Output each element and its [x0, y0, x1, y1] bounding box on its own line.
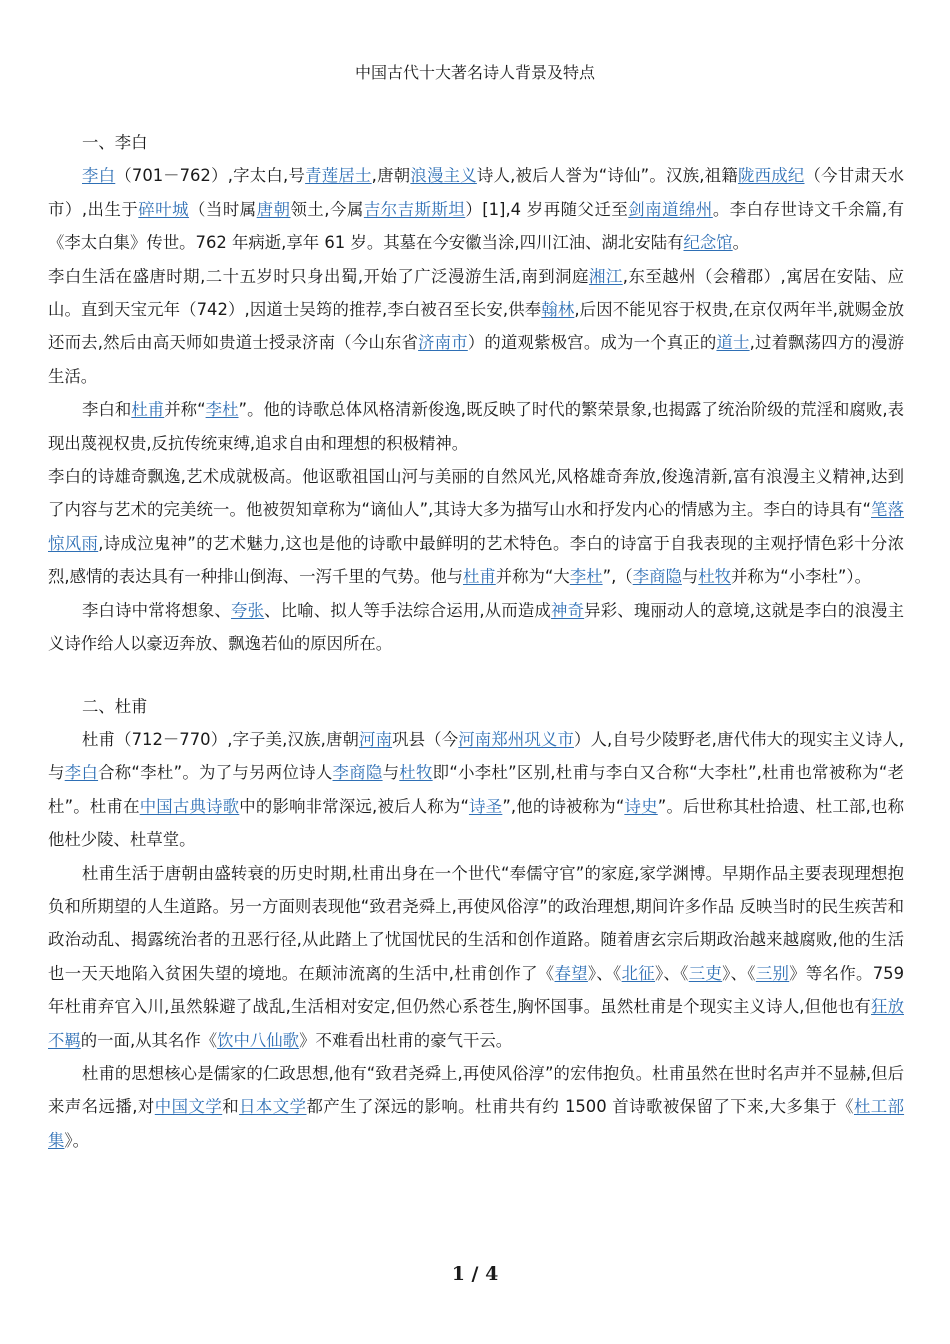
- text-run: 李白诗中常将想象、: [82, 600, 232, 620]
- text-run: 。李白存世诗文千余篇,有《李太白集》传世。762 年病逝,享年 61 岁。其墓在今安徽当涂,四川江油、湖北安陆有: [48, 199, 905, 253]
- hyperlink[interactable]: 杜牧: [698, 567, 732, 587]
- text-run: 李白的诗雄奇飘逸,艺术成就极高。他讴歌祖国山河与美丽的自然风光,风格雄奇奔放,俊逸清新,富有浪漫主义精神,达到了内容与艺术的完美统一。他被贺知章称为“谪仙人”,其诗大多为描写山水和抒发内心的情感为主。李白的诗具有“: [48, 467, 904, 520]
- hyperlink[interactable]: 李杜: [205, 400, 239, 420]
- text-run: ）[1],4 岁再随父迁至: [465, 199, 629, 219]
- text-run: 杜甫（712－770）,字子美,汉族,唐朝: [82, 729, 360, 749]
- hyperlink[interactable]: 李杜: [569, 567, 603, 587]
- text-run: ,后因不能见容于权贵,在京仅两年半,就赐金放还而去,然后由高天师如贵道士授录济南（今山东省: [48, 300, 904, 353]
- text-run: 合称“李杜”。为了与另两位诗人: [98, 763, 333, 783]
- hyperlink[interactable]: 道士: [716, 333, 750, 353]
- hyperlink[interactable]: 浪漫主义: [410, 166, 477, 186]
- text-run: 》、《: [722, 963, 756, 983]
- hyperlink[interactable]: 诗史: [624, 796, 658, 816]
- hyperlink[interactable]: 李商隐: [332, 763, 383, 783]
- text-run: 的一面,从其名作《: [80, 1030, 218, 1050]
- document-body: [48, 126, 904, 1157]
- text-run: ”,（: [602, 567, 633, 587]
- hyperlink[interactable]: 三别: [755, 963, 790, 983]
- text-run: 和: [222, 1097, 240, 1117]
- text-run: ,东至越州（会稽郡）,寓居在安陆、应山。直到天宝元年（742）,因道士吴筠的推荐,李白被召至长安,供奉: [48, 266, 904, 320]
- text-run: 》、《: [655, 963, 689, 983]
- text-run: 》、《: [587, 963, 622, 983]
- text-run: 》不难看出杜甫的豪气干云。: [299, 1030, 513, 1050]
- text-run: 即“小李杜”区别,杜甫与李白又合称“大李杜”,杜甫也常被称为“老杜”。杜甫在: [48, 763, 905, 816]
- hyperlink[interactable]: 碎叶城: [138, 199, 190, 219]
- hyperlink[interactable]: 神奇: [551, 600, 585, 620]
- hyperlink[interactable]: 杜工部集: [48, 1097, 905, 1150]
- hyperlink[interactable]: 青莲居士: [305, 166, 372, 186]
- paragraph: [48, 260, 904, 394]
- text-run: 中的影响非常深远,被后人称为“: [239, 796, 469, 816]
- hyperlink[interactable]: 李白: [64, 763, 99, 783]
- hyperlink[interactable]: 河南: [359, 729, 393, 749]
- paragraph: [48, 460, 904, 594]
- hyperlink[interactable]: 纪念馆: [683, 233, 733, 253]
- text-run: 并称为“小李杜”）。: [731, 567, 871, 587]
- text-run: 与: [382, 763, 400, 783]
- text-run: ,过着飘荡四方的漫游生活。: [48, 333, 905, 386]
- text-run: 李白和: [82, 400, 132, 420]
- hyperlink[interactable]: 李商隐: [632, 567, 682, 587]
- text-run: ）人,自号少陵野老,唐代伟大的现实主义诗人,与: [48, 729, 905, 783]
- hyperlink[interactable]: 三吏: [688, 963, 723, 983]
- text-run: （今甘肃天水市）,出生于: [48, 166, 905, 219]
- hyperlink[interactable]: 陇西成纪: [737, 166, 805, 186]
- hyperlink[interactable]: 诗圣: [468, 796, 503, 816]
- text-run: ）的道观紫极宫。成为一个真正的: [467, 333, 717, 353]
- hyperlink[interactable]: 中国古典诗歌: [139, 796, 240, 816]
- text-run: 巩县（今: [392, 729, 459, 749]
- hyperlink[interactable]: 日本文学: [239, 1097, 307, 1117]
- hyperlink[interactable]: 北征: [621, 963, 656, 983]
- paragraph: [48, 723, 904, 857]
- hyperlink[interactable]: 李白: [82, 166, 116, 186]
- text-run: （701－762）,字太白,号: [115, 166, 306, 186]
- text-run: 杜甫生活于唐朝由盛转衰的历史时期,杜甫出身在一个世代“奉儒守官”的家庭,家学渊博。早期作品主要表现理想抱负和所期望的人生道路。另一方面则表现他“致君尧舜上,再使风俗淳”的政治理想,期间许多作品 反映当时的民生疾苦和政治动乱、揭露统治者的丑恶行径,从此踏上了忧国忧民的生活和创作道路。随着唐玄宗后期政治越来越腐败,他的生活也一天天地陷入贫困失望的境地。在颠沛流离的生活中,杜甫创作了《: [48, 863, 904, 983]
- section-spacer: [48, 661, 904, 690]
- text-run: 、比喻、拟人等手法综合运用,从而造成: [264, 600, 552, 620]
- hyperlink[interactable]: 狂放不羁: [48, 997, 904, 1050]
- text-run: 。: [732, 233, 750, 253]
- text-run: 与: [681, 567, 699, 587]
- hyperlink[interactable]: 笔落惊风雨: [48, 500, 905, 553]
- hyperlink[interactable]: 唐朝: [256, 199, 291, 219]
- text-run: 都产生了深远的影响。杜甫共有约 1500 首诗歌被保留了下来,大多集于《: [306, 1097, 854, 1117]
- hyperlink[interactable]: 饮中八仙歌: [217, 1030, 300, 1050]
- page-number: 1 / 4: [451, 1263, 499, 1285]
- hyperlink[interactable]: 济南市: [418, 333, 468, 353]
- text-run: 领土,今属: [290, 199, 364, 219]
- paragraph: [48, 857, 904, 1057]
- text-run: ,唐朝: [371, 166, 411, 186]
- text-run: 并称“: [164, 400, 206, 420]
- text-run: ”,他的诗被称为“: [502, 796, 625, 816]
- text-run: 》等名作。759 年杜甫弃官入川,虽然躲避了战乱,生活相对安定,但仍然心系苍生,胸怀国事。虽然杜甫是个现实主义诗人,但他也有: [48, 963, 905, 1017]
- hyperlink[interactable]: 杜甫: [131, 400, 165, 420]
- section-heading: 一、李白: [82, 133, 148, 152]
- hyperlink[interactable]: 杜牧: [399, 763, 433, 783]
- hyperlink[interactable]: 剑南道绵州: [628, 199, 713, 219]
- hyperlink[interactable]: 翰林: [541, 300, 575, 320]
- hyperlink[interactable]: 杜甫: [462, 567, 496, 587]
- section-heading: 二、杜甫: [82, 696, 148, 716]
- text-run: 李白生活在盛唐时期,二十五岁时只身出蜀,开始了广泛漫游生活,南到洞庭: [48, 266, 589, 286]
- hyperlink[interactable]: 吉尔吉斯斯坦: [363, 199, 466, 219]
- text-run: 杜甫的思想核心是儒家的仁政思想,他有“致君尧舜上,再使风俗淳”的宏伟抱负。杜甫虽然在世时名声并不显赫,但后来声名远播,对: [48, 1063, 904, 1117]
- paragraph: [48, 393, 904, 460]
- text-run: 诗人,被后人誉为“诗仙”。汉族,祖籍: [476, 166, 738, 186]
- text-run: 异彩、瑰丽动人的意境,这就是李白的浪漫主义诗作给人以豪迈奔放、飘逸若仙的原因所在。: [48, 600, 905, 654]
- text-run: 》。: [64, 1130, 89, 1150]
- text-run: ,诗成泣鬼神”的艺术魅力,这也是他的诗歌中最鲜明的艺术特色。李白的诗富于自我表现的主观抒情色彩十分浓烈,感情的表达具有一种排山倒海、一泻千里的气势。他与: [48, 533, 904, 587]
- text-run: （当时属: [189, 199, 257, 219]
- hyperlink[interactable]: 夸张: [231, 600, 265, 620]
- hyperlink[interactable]: 中国文学: [154, 1097, 223, 1117]
- paragraph: [48, 159, 904, 259]
- text-run: ”。后世称其杜拾遗、杜工部,也称他杜少陵、杜草堂。: [48, 796, 905, 850]
- paragraph: [48, 1057, 904, 1157]
- text-run: 并称为“大: [495, 567, 570, 587]
- paragraph: [48, 594, 904, 661]
- hyperlink[interactable]: 春望: [554, 963, 588, 983]
- hyperlink[interactable]: 河南郑州巩义市: [458, 729, 574, 749]
- document-title: 中国古代十大著名诗人背景及特点: [354, 63, 595, 82]
- hyperlink[interactable]: 湘江: [588, 266, 623, 286]
- text-run: ”。他的诗歌总体风格清新俊逸,既反映了时代的繁荣景象,也揭露了统治阶级的荒淫和腐败,表现出蔑视权贵,反抗传统束缚,追求自由和理想的积极精神。: [48, 400, 905, 453]
